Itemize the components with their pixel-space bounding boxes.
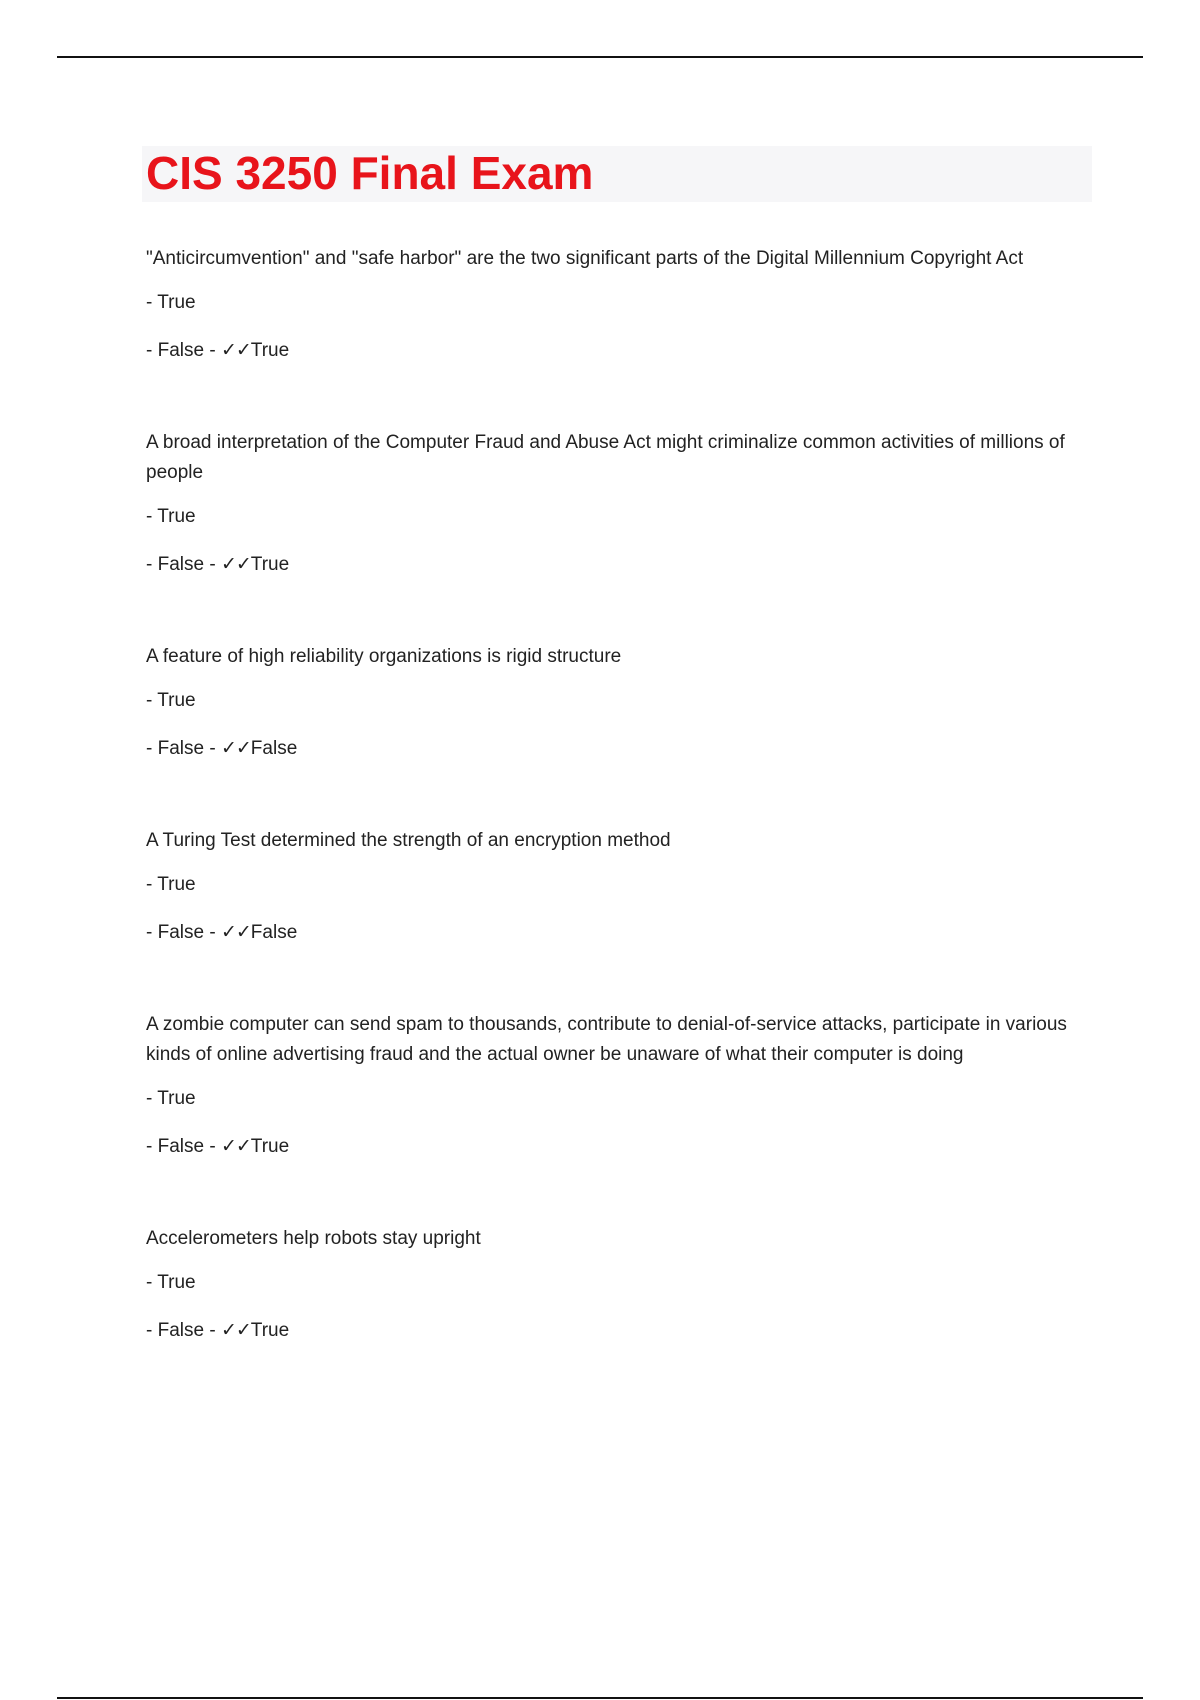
option-false: - False - [146,1136,221,1157]
double-check-icon: ✓✓ [220,922,251,943]
question-block-3 [146,642,1086,764]
double-check-icon: ✓✓ [220,1320,251,1341]
option-true: - True [146,874,196,895]
option-true: - True [146,690,196,711]
double-check-icon: ✓✓ [220,340,251,361]
question-text: A broad interpretation of the Computer Fraud and Abuse Act might criminalize common activities of millions of people [146,432,1065,483]
answer: False [250,738,298,759]
option-false-with-answer [146,918,1086,948]
question-text: A feature of high reliability organizations is rigid structure [146,646,622,667]
option-true: - True [146,506,196,527]
question-text: A zombie computer can send spam to thousands, contribute to denial-of-service attacks, participate in various kinds of online advertising fraud and the actual owner be unaware of what their computer is doing [146,1014,1067,1065]
option-false-with-answer [146,550,1086,580]
option-true: - True [146,1088,196,1109]
option-false-with-answer [146,1316,1086,1346]
question-block-6 [146,1224,1086,1346]
question-block-1 [146,244,1086,366]
question-block-5 [146,1010,1086,1162]
question-list [146,244,1086,1346]
option-false: - False - [146,738,221,759]
option-false-with-answer [146,1132,1086,1162]
answer: True [250,340,290,361]
double-check-icon: ✓✓ [220,738,251,759]
question-text: A Turing Test determined the strength of an encryption method [146,830,671,851]
document-title: CIS 3250 Final Exam [146,147,594,199]
answer: True [250,1136,290,1157]
top-rule [57,56,1143,58]
double-check-icon: ✓✓ [220,554,251,575]
option-false-with-answer [146,336,1086,366]
option-false-with-answer [146,734,1086,764]
option-false: - False - [146,1320,221,1341]
question-block-4 [146,826,1086,948]
option-false: - False - [146,340,221,361]
answer: True [250,554,290,575]
option-false: - False - [146,922,221,943]
option-true: - True [146,1272,196,1293]
question-text: Accelerometers help robots stay upright [146,1228,481,1249]
question-block-2 [146,428,1086,580]
question-text: "Anticircumvention" and "safe harbor" are the two significant parts of the Digital Millennium Copyright Act [146,248,1024,269]
answer: False [250,922,298,943]
option-true: - True [146,292,196,313]
bottom-rule [57,1697,1143,1699]
option-false: - False - [146,554,221,575]
double-check-icon: ✓✓ [220,1136,251,1157]
answer: True [250,1320,290,1341]
